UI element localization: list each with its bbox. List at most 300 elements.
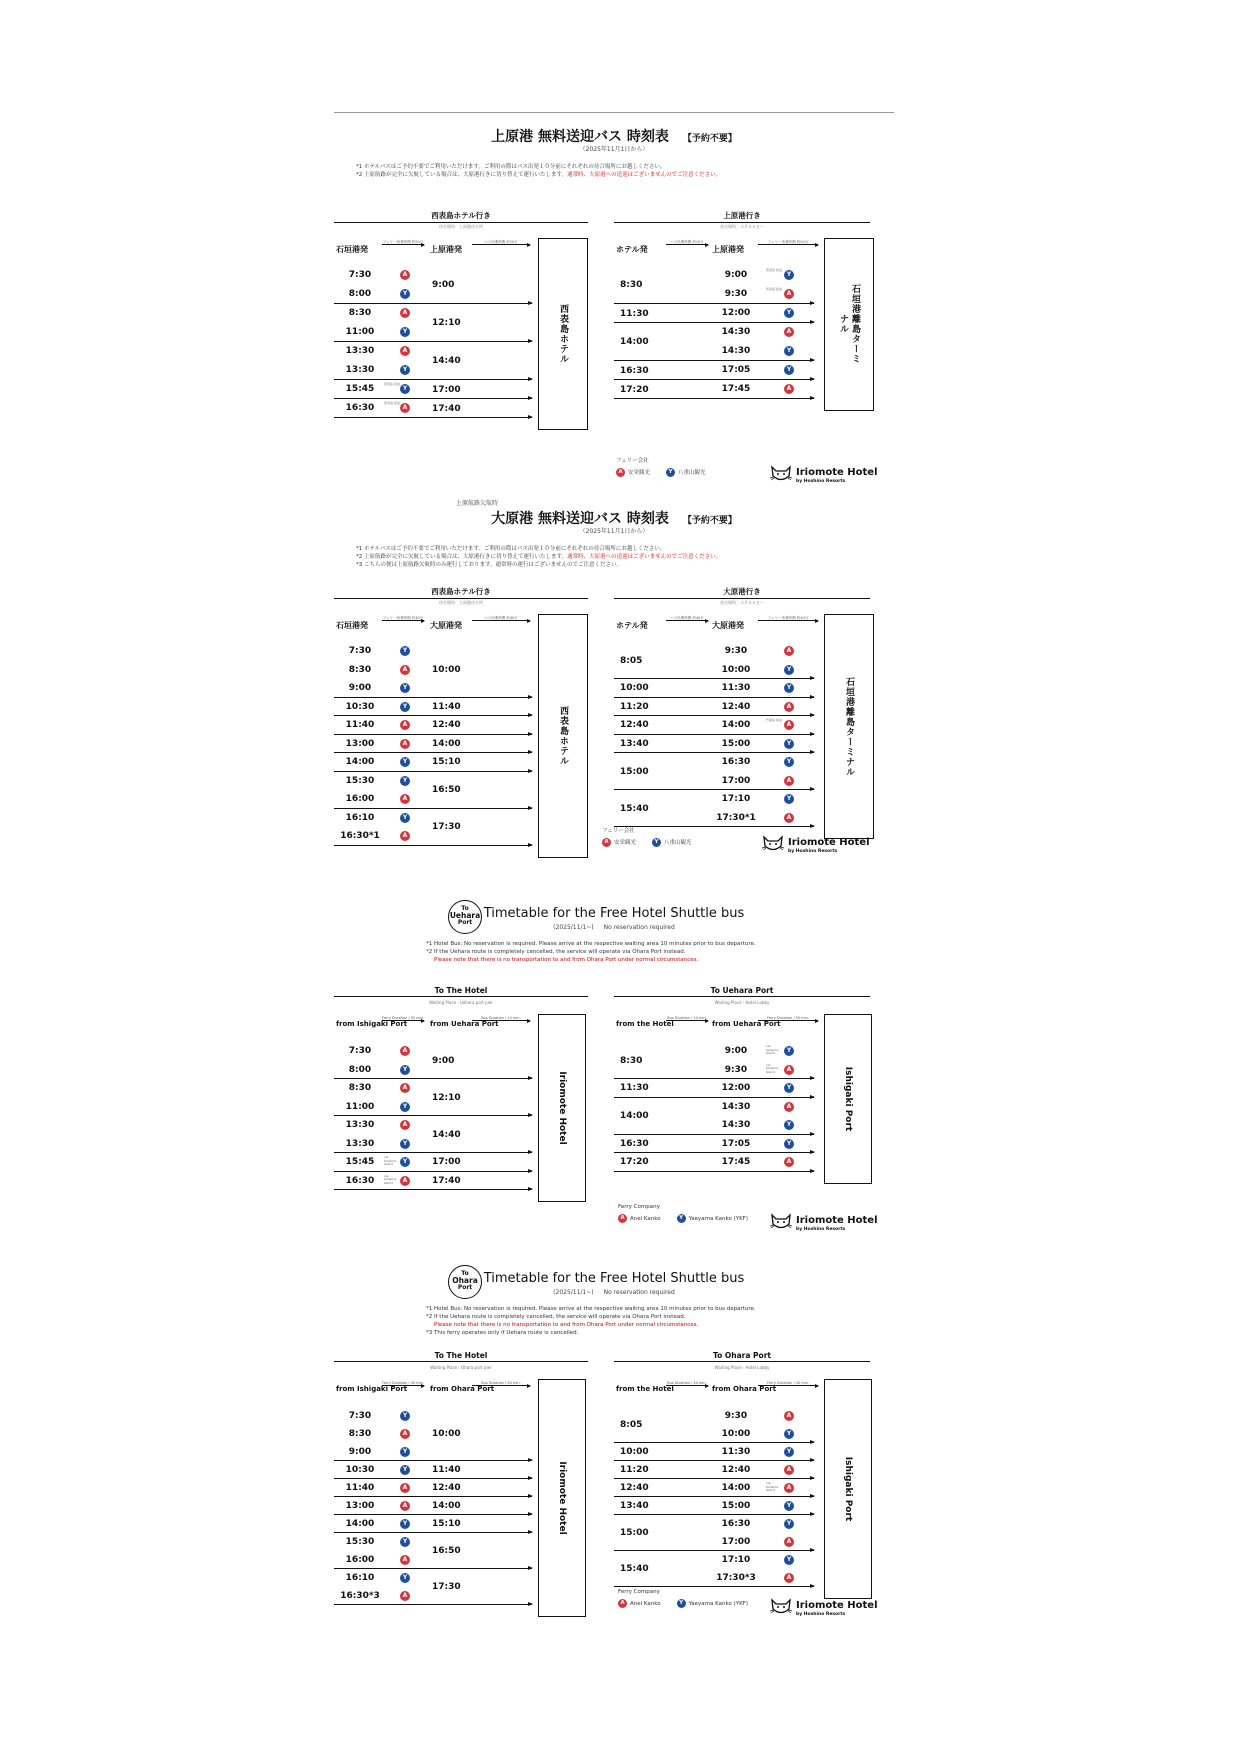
departure-time-port: 15:10 [432, 757, 461, 768]
departure-time-hotel: 12:40 [620, 720, 649, 731]
logo-by: by Hoshino Resorts [796, 1612, 846, 1617]
ferry-anei-badge: A [400, 739, 410, 749]
date-text: （2025年11月1日から） [579, 528, 649, 535]
bus-arrow-separator [614, 1586, 814, 1587]
ferry-yaeyama-badge: Y [400, 702, 410, 712]
ferry-yaeyama-badge: Y [784, 1519, 794, 1529]
bus-arrow-separator [614, 1171, 814, 1172]
bus-arrow-separator [614, 734, 814, 735]
column-header-port: 上原港発 [712, 245, 744, 254]
ferry-yaeyama-badge: Y [400, 1519, 410, 1529]
timetable-row [614, 772, 870, 791]
timetable-row [334, 304, 588, 323]
ferry-yaeyama-badge: Y [400, 1573, 410, 1583]
departure-time-port: 15:10 [432, 1519, 461, 1529]
ferry-anei-badge: A [400, 1176, 410, 1186]
timetable-row [614, 1515, 870, 1534]
badge-line: Port [457, 919, 473, 926]
via-footnote: via Kohama Island [766, 1062, 779, 1074]
departure-time-port: 17:30 [432, 822, 461, 832]
ferry-anei-badge: A [784, 1157, 794, 1167]
timetable-row [614, 1042, 870, 1061]
departure-time-port: 17:30*3 [716, 1573, 756, 1583]
column-header-origin: 石垣港発 [336, 621, 368, 630]
bus-arrow-separator [614, 715, 814, 716]
destination-label: 西表島ホテル [558, 705, 568, 766]
duration-arrow-2: フェリー所要時間 約40分 [758, 616, 818, 621]
no-reservation-label: 【予約不要】 [682, 516, 737, 526]
ferry-anei-badge: A [618, 1599, 627, 1608]
column-header-port: from Ohara Port [430, 1385, 495, 1393]
departure-time-port: 14:40 [432, 1129, 461, 1140]
bus-arrow-separator [334, 1496, 532, 1497]
via-footnote: via Kohama Island [384, 1173, 397, 1185]
badge-line: Port [457, 1284, 473, 1291]
ferry-yaeyama-badge: Y [784, 683, 794, 693]
departure-time-port: 12:40 [432, 720, 461, 731]
iriomote-hotel-logo [796, 468, 878, 486]
section-date [334, 924, 894, 931]
note-text: *2 上原航路が完全に欠航している場合は、大原港行きに切り替えて運行いたします。 [356, 172, 568, 178]
departure-time-origin: 8:30 [348, 1083, 372, 1093]
departure-time-origin: 13:30 [345, 1120, 375, 1130]
departure-time-port: 17:10 [721, 1555, 751, 1565]
bus-arrow-separator [614, 1478, 814, 1479]
departure-time-port: 12:00 [721, 1083, 751, 1093]
departure-time-origin: 7:30 [348, 1411, 372, 1421]
departure-time-port: 9:30 [724, 289, 748, 299]
bus-arrow-separator [614, 1078, 814, 1079]
timetable-row [334, 716, 588, 735]
ferry-yaeyama-badge: Y [400, 1102, 410, 1112]
departure-time-origin: 15:30 [345, 775, 375, 786]
departure-time-origin: 13:30 [345, 365, 375, 375]
section-title [374, 906, 854, 921]
ferry-yaeyama-badge: Y [400, 1447, 410, 1457]
departure-time-port: 16:50 [432, 785, 461, 795]
note-line [356, 561, 721, 569]
bus-arrow-separator [614, 1442, 814, 1443]
departure-time-hotel: 17:20 [620, 384, 649, 395]
departure-time-hotel: 14:00 [620, 337, 649, 347]
ferry-anei-badge: A [784, 327, 794, 337]
waiting-place: 待合場所：ホテルロビー [720, 600, 764, 605]
via-footnote: 西表島 経由 [384, 382, 400, 386]
note-line [356, 171, 721, 179]
legend-yaeyama-name: 八重山観光 [678, 470, 706, 476]
timetable-section-jp-ohara [334, 492, 894, 866]
timetable-row [614, 735, 870, 754]
departure-time-port: 14:00 [721, 1483, 751, 1493]
note-line [356, 163, 721, 171]
ferry-anei-badge: A [400, 1429, 410, 1439]
column-header-origin: ホテル発 [616, 621, 648, 630]
ferry-yaeyama-badge: Y [677, 1599, 686, 1608]
note-text: *1 Hotel Bus: No reservation is required. Please arrive at the respective waiting area 10 minutes prior to bus departure. [426, 941, 756, 947]
departure-time-origin: 13:30 [345, 1138, 375, 1149]
bus-arrow-separator [614, 1514, 814, 1515]
title-text: 大原港 無料送迎バス 時刻表 [491, 511, 669, 527]
destination-label: Iriomote Hotel [557, 1461, 567, 1535]
waiting-place: Waiting Place : Hotel Lobby [714, 1000, 770, 1005]
timetable-row [334, 790, 588, 809]
departure-time-origin: 11:40 [345, 1483, 375, 1493]
departure-time-hotel: 13:40 [620, 1501, 649, 1511]
note-line [356, 553, 721, 561]
departure-time-hotel: 10:00 [620, 1447, 649, 1457]
ferry-yaeyama-badge: Y [784, 757, 794, 767]
ferry-anei-badge: A [784, 813, 794, 823]
date-text: (2025/11/1~) [553, 1289, 594, 1296]
ferry-yaeyama-badge: Y [784, 1501, 794, 1511]
timetable-row [334, 809, 588, 828]
iriomote-hotel-logo [788, 838, 870, 856]
table-heading: 西表島ホテル行き [334, 210, 588, 223]
departure-time-origin: 11:40 [345, 720, 375, 730]
section-title [334, 508, 894, 528]
departure-time-hotel: 8:30 [620, 280, 643, 290]
departure-time-hotel: 11:30 [620, 1083, 649, 1094]
notes-block [356, 163, 721, 179]
departure-time-hotel: 11:30 [620, 308, 649, 319]
legend-anei [616, 468, 650, 477]
note-text: *3 こちらの便は上原航路欠航時のみ運行しております。通常時の運行はございませんのでご注意ください。 [356, 562, 623, 568]
column-header-port: from Ohara Port [712, 1385, 777, 1393]
bus-arrow-separator [334, 734, 532, 735]
ferry-legend [616, 456, 722, 477]
iriomote-hotel-logo [796, 1216, 878, 1234]
ferry-anei-badge: A [784, 776, 794, 786]
ferry-yaeyama-badge: Y [400, 1411, 410, 1421]
departure-time-port: 11:40 [432, 1465, 461, 1475]
wildcat-icon [762, 835, 784, 853]
destination-label: 石垣港離島ターミナル [844, 676, 854, 777]
destination-label: Iriomote Hotel [557, 1071, 567, 1145]
departure-time-port: 14:00 [432, 1501, 461, 1511]
departure-time-hotel: 15:40 [620, 803, 649, 814]
note-line [426, 1305, 756, 1313]
iriomote-hotel-logo [796, 1601, 878, 1619]
ferry-yaeyama-badge: Y [400, 289, 410, 299]
timetable-row [614, 790, 870, 809]
departure-time-origin: 16:00 [345, 794, 375, 804]
bus-arrow-separator [334, 715, 532, 716]
ferry-yaeyama-badge: Y [400, 1465, 410, 1475]
timetable-row [614, 323, 870, 342]
timetable-row [614, 679, 870, 698]
ferry-yaeyama-badge: Y [784, 1120, 794, 1130]
legend-yaeyama-name: 八重山観光 [664, 840, 692, 846]
departure-time-port: 17:05 [721, 365, 751, 375]
timetable-row [334, 642, 588, 661]
ferry-anei-badge: A [400, 270, 410, 280]
duration-arrow-1: バス所要時間 約10分 [666, 240, 708, 245]
timetable-section-en-uehara [334, 898, 894, 1244]
duration-arrow-1: バス所要時間 約40分 [666, 616, 708, 621]
departure-time-origin: 10:30 [345, 1465, 375, 1475]
logo-by: by Hoshino Resorts [796, 1227, 846, 1232]
timetable-row [614, 753, 870, 772]
badge-line: To [461, 1270, 469, 1277]
ferry-anei-badge: A [784, 702, 794, 712]
ferry-yaeyama-badge: Y [400, 646, 410, 656]
destination-label: Ishigaki Port [843, 1066, 853, 1131]
legend-anei-name: Anei Kanko [630, 1601, 661, 1607]
column-header-origin: 石垣港発 [336, 245, 368, 254]
departure-time-hotel: 8:05 [620, 655, 643, 666]
ferry-yaeyama-badge: Y [784, 1046, 794, 1056]
table-heading: 西表島ホテル行き [334, 586, 588, 599]
ferry-anei-badge: A [784, 289, 794, 299]
logo-by: by Hoshino Resorts [796, 479, 846, 484]
bus-arrow-separator [334, 1604, 532, 1605]
timetable-row [614, 285, 870, 304]
bus-arrow-separator [614, 1152, 814, 1153]
timetable-row [614, 1153, 870, 1172]
departure-time-hotel: 15:00 [620, 766, 649, 777]
column-header-origin: from Ishigaki Port [336, 1020, 408, 1028]
timetable-row [334, 380, 588, 399]
departure-time-origin: 8:00 [348, 289, 372, 299]
ferry-yaeyama-badge: Y [400, 1537, 410, 1547]
departure-time-hotel: 8:30 [620, 1055, 643, 1066]
departure-time-port: 11:30 [721, 683, 751, 693]
departure-time-hotel: 8:05 [620, 1420, 643, 1430]
departure-time-hotel: 17:20 [620, 1157, 649, 1168]
ferry-yaeyama-badge: Y [652, 838, 661, 847]
departure-time-origin: 15:45 [345, 1157, 375, 1167]
ferry-anei-badge: A [400, 1483, 410, 1493]
logo-by: by Hoshino Resorts [788, 849, 838, 854]
bus-arrow-separator [614, 303, 814, 304]
departure-time-origin: 11:00 [345, 1101, 375, 1112]
departure-time-origin: 10:30 [345, 701, 375, 712]
ferry-yaeyama-badge: Y [784, 270, 794, 280]
departure-time-port: 14:30 [721, 346, 751, 356]
departure-time-origin: 14:00 [345, 757, 375, 767]
bus-arrow-separator [334, 1171, 532, 1172]
departure-time-port: 12:00 [721, 308, 751, 318]
bus-arrow-separator [334, 1568, 532, 1569]
departure-time-hotel: 16:30 [620, 1138, 649, 1149]
timetable-row [614, 661, 870, 680]
note-line [426, 1321, 756, 1329]
departure-time-origin: 16:10 [345, 1573, 375, 1583]
duration-arrow-1: フェリー所要時間 約50分 [382, 240, 424, 244]
duration-arrow-2: Bus Duration / 40 min. [472, 1381, 530, 1386]
departure-time-origin: 8:30 [348, 308, 372, 318]
ferry-anei-badge: A [400, 665, 410, 675]
ferry-yaeyama-badge: Y [400, 1157, 410, 1167]
table-heading: To Uehara Port [614, 986, 870, 997]
ferry-anei-badge: A [400, 1083, 410, 1093]
waiting-place: Waiting Place : Ohara port pier [430, 1365, 492, 1370]
departure-time-origin: 16:00 [345, 1555, 375, 1565]
timetable-row [334, 1425, 588, 1444]
departure-time-port: 12:40 [432, 1483, 461, 1493]
departure-time-port: 14:00 [721, 720, 751, 730]
ferry-anei-badge: A [400, 1120, 410, 1130]
timetable-row [614, 1551, 870, 1570]
departure-time-port: 9:00 [724, 1046, 748, 1056]
ferry-anei-badge: A [784, 720, 794, 730]
timetable-row [334, 753, 588, 772]
legend-yaeyama [677, 1214, 748, 1223]
bus-arrow-separator [334, 1478, 532, 1479]
ferry-yaeyama-badge: Y [400, 365, 410, 375]
column-header-port: from Uehara Port [430, 1020, 499, 1028]
duration-arrow-2: バス所要時間 約10分 [472, 240, 530, 245]
note-text: *1 ホテルバスはご予約不要でご利用いただけます。ご利用の際はバス出発１０分前にそれぞれの待合場所にお越しください。 [356, 546, 666, 552]
timetable-row [334, 323, 588, 342]
departure-time-origin: 14:00 [345, 1519, 375, 1529]
timetable-row [334, 399, 588, 418]
departure-time-origin: 9:00 [348, 683, 372, 693]
note-line [426, 940, 756, 948]
departure-time-port: 17:30 [432, 1582, 461, 1592]
ferry-yaeyama-badge: Y [784, 794, 794, 804]
legend-anei-name: 安栄観光 [628, 470, 651, 476]
departure-time-port: 17:00 [432, 1157, 461, 1168]
note-warning: 通常時、大原港への送迎はございませんのでご注意ください。 [567, 554, 722, 560]
departure-time-port: 12:10 [432, 1092, 461, 1103]
departure-time-origin: 13:00 [345, 738, 375, 749]
ferry-anei-badge: A [784, 1483, 794, 1493]
departure-time-port: 10:00 [721, 1429, 751, 1439]
note-line [426, 1329, 756, 1337]
note-warning: Please note that there is no transportation to and from Ohara Port under normal circumstances. [434, 957, 699, 963]
note-text: *1 Hotel Bus: No reservation is required. Please arrive at the respective waiting area 10 minutes prior to bus departure. [426, 1306, 756, 1312]
destination-label: 石垣港離島ターミナル [838, 284, 860, 365]
departure-time-origin: 11:00 [345, 327, 375, 337]
timetable-row [334, 661, 588, 680]
notes-block [426, 940, 756, 964]
departure-time-port: 17:05 [721, 1138, 751, 1149]
note-line [426, 1313, 756, 1321]
departure-time-port: 16:30 [721, 1519, 751, 1529]
column-header-origin: from the Hotel [616, 1385, 674, 1393]
column-header-origin: ホテル発 [616, 245, 648, 254]
bus-arrow-separator [334, 1078, 532, 1079]
departure-time-origin: 8:30 [348, 1429, 372, 1439]
legend-yaeyama [652, 838, 692, 847]
timetable-row [614, 1079, 870, 1098]
badge-line: Ohara [452, 1276, 478, 1285]
bus-arrow-separator [614, 678, 814, 679]
ferry-anei-badge: A [400, 1046, 410, 1056]
bus-arrow-separator [334, 398, 532, 399]
departure-time-origin: 16:30*1 [340, 831, 380, 841]
timetable-row [614, 698, 870, 717]
departure-time-port: 17:40 [432, 1175, 461, 1186]
bus-arrow-separator [614, 1496, 814, 1497]
departure-time-port: 12:40 [721, 1465, 751, 1475]
departure-time-port: 9:30 [724, 1064, 748, 1075]
timetable-row [614, 809, 870, 828]
ferry-yaeyama-badge: Y [400, 1065, 410, 1075]
ferry-yaeyama-badge: Y [400, 776, 410, 786]
timetable-row [334, 1135, 588, 1154]
no-reservation-label: No reservation required [603, 1289, 675, 1296]
waiting-place: Waiting Place : Uehara port pier [429, 1000, 493, 1005]
timetable-row [334, 1569, 588, 1588]
legend-yaeyama [677, 1599, 748, 1608]
ferry-anei-badge: A [784, 1102, 794, 1112]
departure-time-port: 17:10 [721, 794, 751, 804]
ferry-anei-badge: A [602, 838, 611, 847]
ferry-legend [618, 1589, 764, 1608]
table-heading: To The Hotel [334, 986, 588, 997]
ferry-yaeyama-badge: Y [400, 683, 410, 693]
wildcat-icon [770, 1213, 792, 1231]
title-text: Timetable for the Free Hotel Shuttle bus [483, 906, 745, 921]
ferry-anei-badge: A [784, 384, 794, 394]
timetable-row [614, 716, 870, 735]
timetable-row [334, 698, 588, 717]
bus-arrow-separator [614, 1134, 814, 1135]
departure-time-port: 17:45 [721, 1157, 751, 1167]
note-text: *2 If the Uehara route is completely cancelled, the service will operate via Ohara Port instead. [426, 949, 686, 955]
timetable-row [334, 266, 588, 285]
ferry-yaeyama-badge: Y [400, 384, 410, 394]
bus-arrow-separator [614, 697, 814, 698]
departure-time-origin: 7:30 [348, 1046, 372, 1056]
timetable-row [334, 1098, 588, 1117]
duration-arrow-2: フェリー所要時間 約50分 [758, 240, 818, 245]
column-header-port: 大原港発 [430, 621, 462, 630]
no-reservation-label: No reservation required [603, 924, 675, 931]
via-footnote: 西表島 経由 [384, 401, 400, 405]
timetable-row [334, 361, 588, 380]
bus-arrow-separator [334, 1460, 532, 1461]
duration-arrow-1: Bus Duration / 40 min. [667, 1381, 707, 1385]
duration-arrow-2: バス所要時間 約40分 [472, 616, 530, 621]
timetable-row [614, 642, 870, 661]
title-text: 上原港 無料送迎バス 時刻表 [491, 129, 669, 145]
bus-arrow-separator [334, 752, 532, 753]
ferry-yaeyama-badge: Y [400, 1139, 410, 1149]
timetable-row [334, 1042, 588, 1061]
departure-time-origin: 16:30 [345, 1175, 375, 1186]
departure-time-origin: 7:30 [348, 646, 372, 656]
date-text: (2025/11/1~) [553, 924, 594, 931]
bus-arrow-separator [614, 398, 814, 399]
section-title [374, 1271, 854, 1286]
bus-arrow-separator [334, 1115, 532, 1116]
via-footnote: 西表島 経由 [766, 268, 782, 272]
section-date [334, 1289, 894, 1296]
timetable-row [334, 285, 588, 304]
notes-block [356, 545, 721, 569]
departure-time-port: 17:30*1 [716, 812, 756, 823]
ferry-yaeyama-badge: Y [677, 1214, 686, 1223]
bus-arrow-separator [334, 379, 532, 380]
legend-yaeyama-name: Yaeyama Kanko (YKF) [688, 1601, 748, 1607]
wildcat-icon [770, 1598, 792, 1616]
note-line [426, 948, 756, 956]
departure-time-port: 17:45 [721, 384, 751, 394]
departure-time-port: 14:30 [721, 327, 751, 337]
departure-time-port: 16:50 [432, 1546, 461, 1556]
bus-arrow-separator [614, 1097, 814, 1098]
legend-title: フェリー会社 [616, 458, 649, 464]
timetable-row [614, 304, 870, 323]
bus-arrow-separator [334, 1152, 532, 1153]
duration-arrow-1: Ferry Duration / 40 min. [382, 1381, 424, 1385]
legend-title: Ferry Company [618, 1204, 660, 1210]
timetable-row [614, 380, 870, 399]
departure-time-port: 14:30 [721, 1120, 751, 1130]
